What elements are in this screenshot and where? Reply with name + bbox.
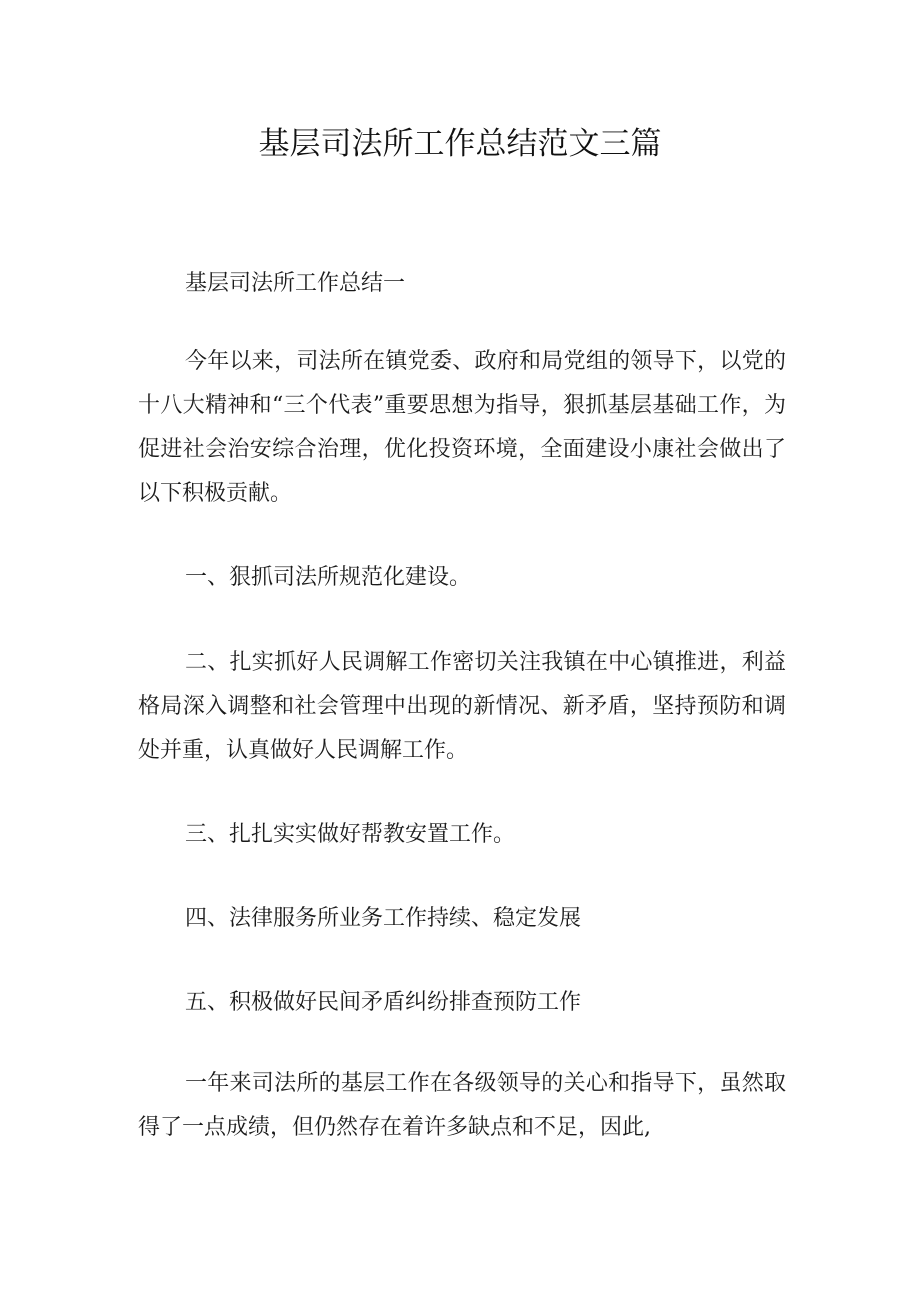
- intro-paragraph: 今年以来，司法所在镇党委、政府和局党组的领导下，以党的十八大精神和“三个代表”重要思想为指导，狠抓基层基础工作，为促进社会治安综合治理，优化投资环境，全面建设小康社会做出了以下积极贡献。: [138, 349, 786, 506]
- point-five: 五、积极做好民间矛盾纠纷排查预防工作: [185, 990, 582, 1015]
- point-four: 四、法律服务所业务工作持续、稳定发展: [185, 906, 582, 931]
- document-title: 基层司法所工作总结范文三篇: [258, 126, 662, 162]
- point-two: 二、扎实抓好人民调解工作密切关注我镇在中心镇推进，利益格局深入调整和社会管理中出现的新情况、新矛盾，坚持预防和调处并重，认真做好人民调解工作。: [138, 650, 786, 763]
- point-one: 一、狠抓司法所规范化建设。: [185, 565, 472, 590]
- closing-paragraph: 一年来司法所的基层工作在各级领导的关心和指导下，虽然取得了一点成绩，但仍然存在着许多缺点和不足，因此,: [138, 1071, 786, 1140]
- point-three: 三、扎扎实实做好帮教安置工作。: [185, 822, 516, 847]
- section-heading-one: 基层司法所工作总结一: [185, 271, 406, 296]
